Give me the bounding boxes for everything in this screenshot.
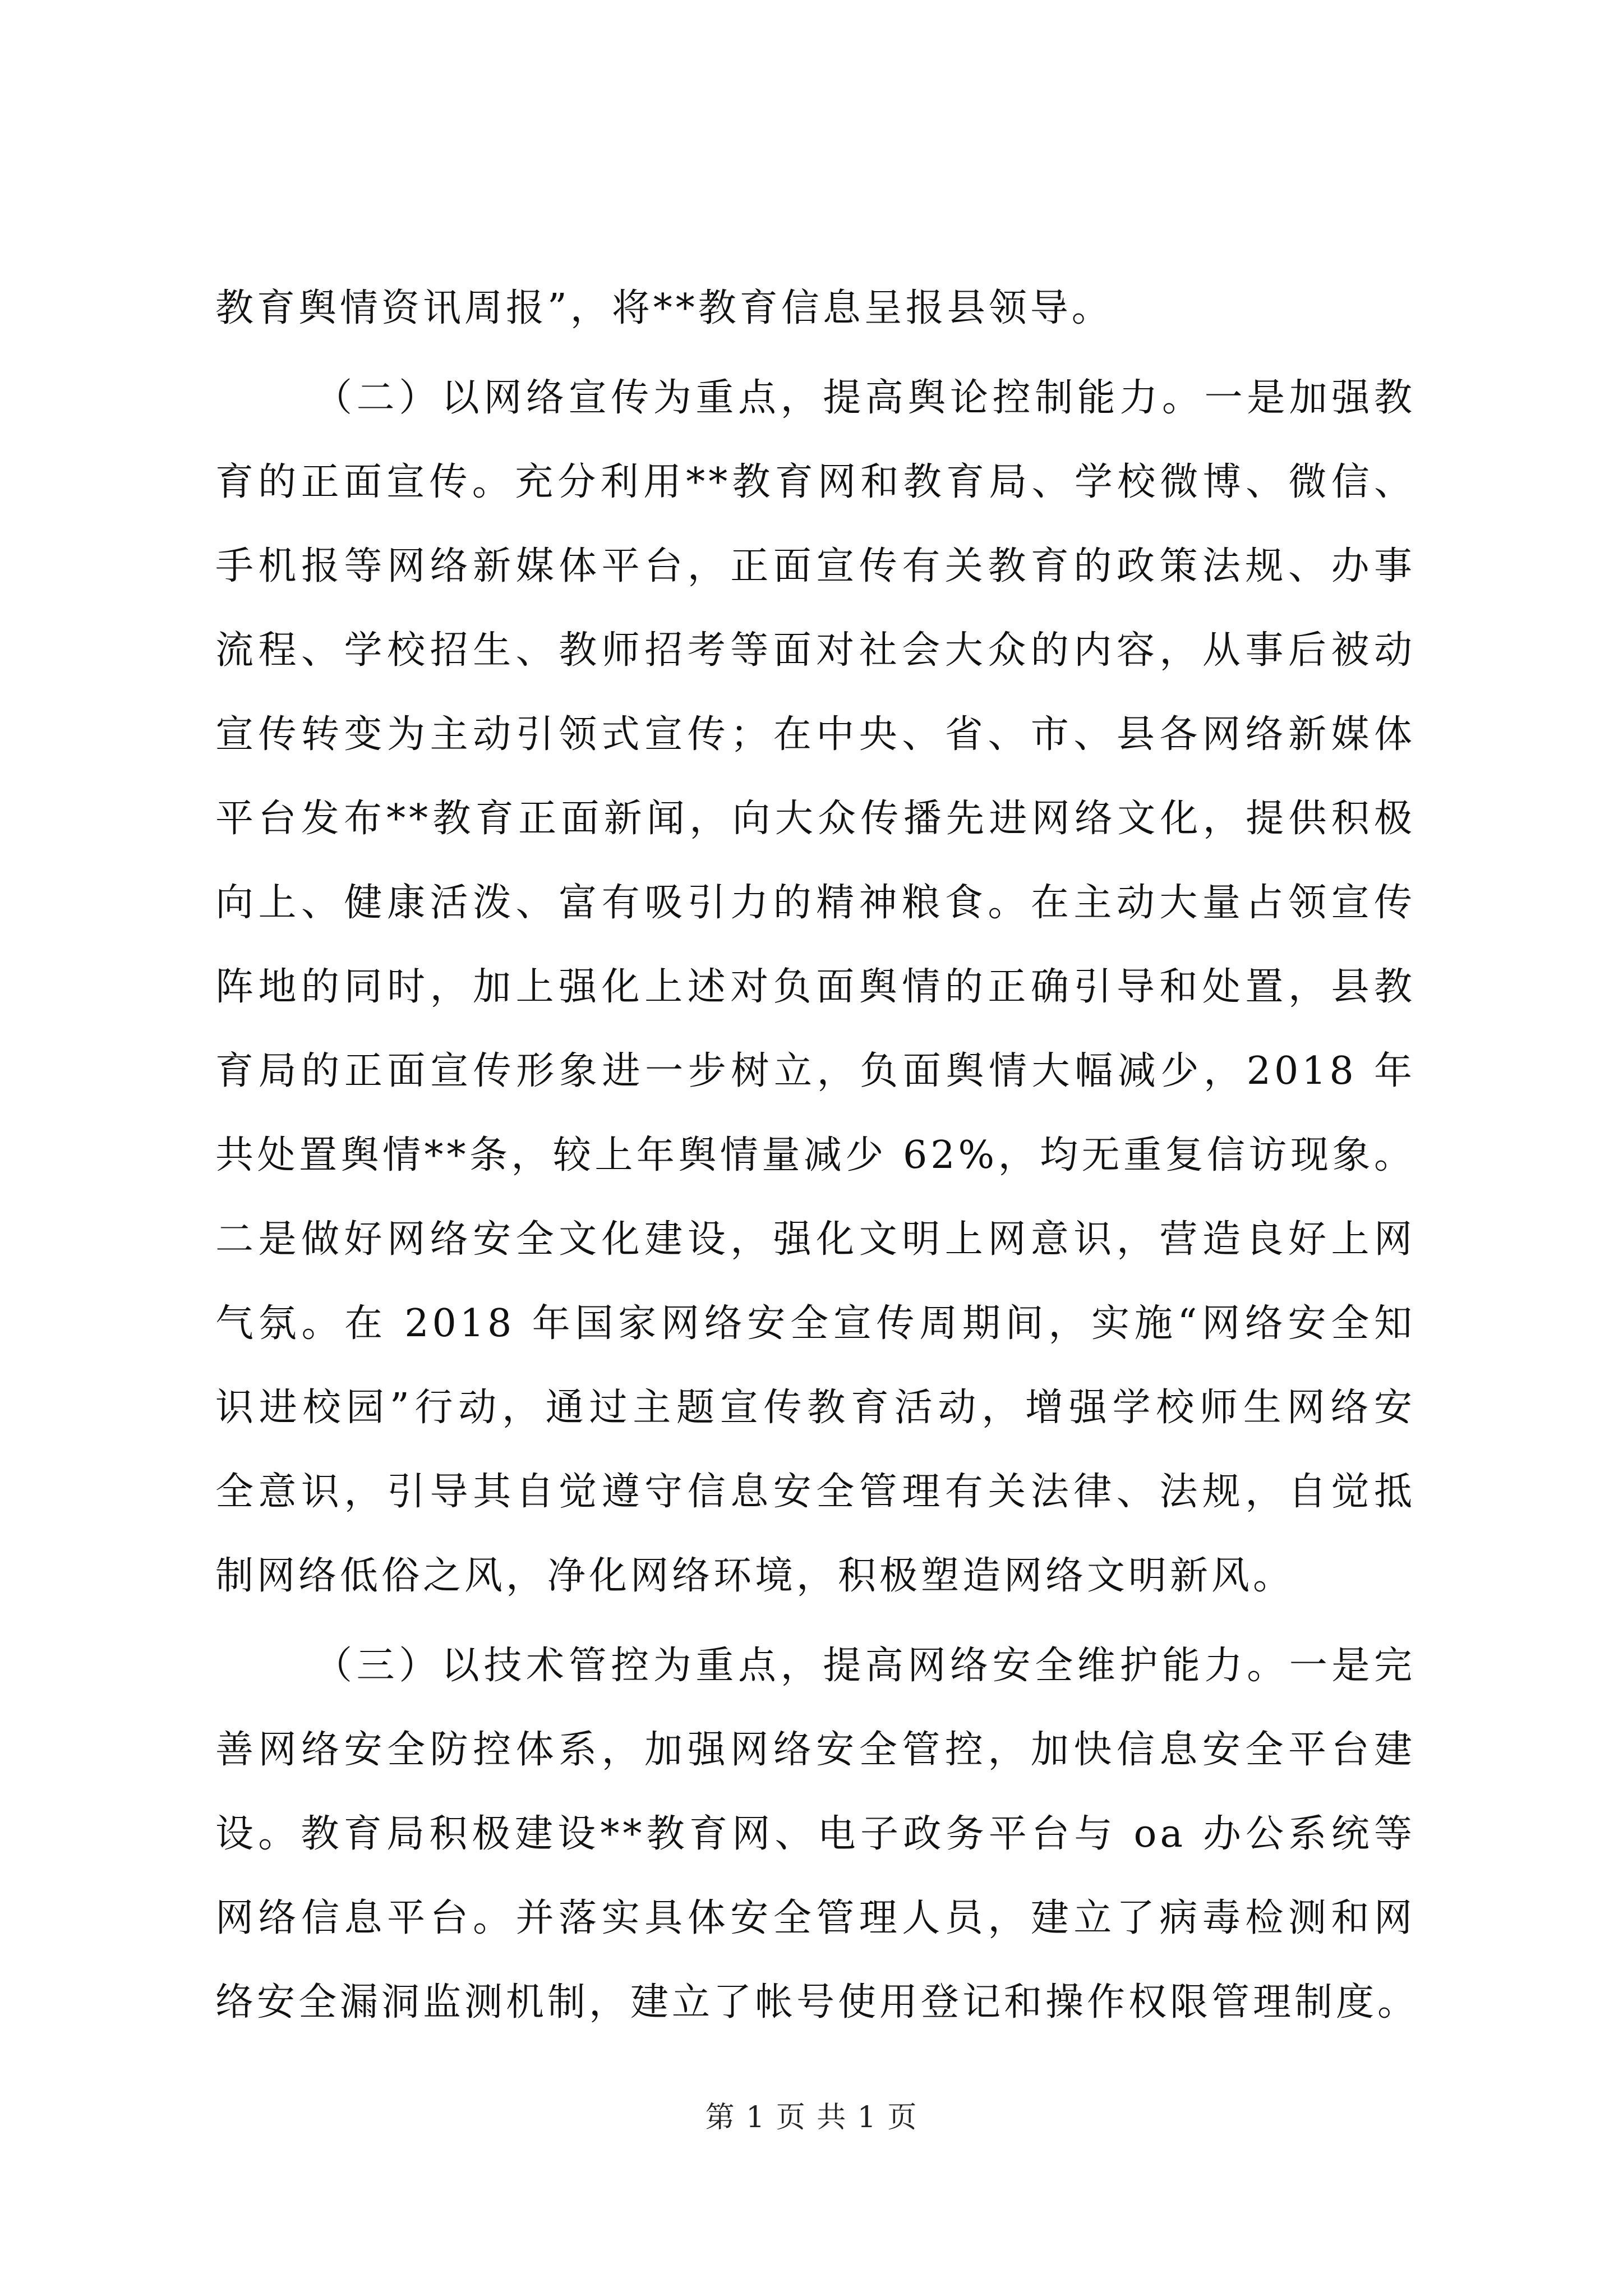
paragraph-line: （三）以技术管控为重点，提高网络安全维护能力。一是完: [314, 1644, 1415, 1688]
paragraph-line: 育的正面宣传。充分利用**教育网和教育局、学校微博、微信、: [215, 460, 1415, 504]
paragraph-line: 育局的正面宣传形象进一步树立，负面舆情大幅减少，2018 年: [215, 1049, 1415, 1093]
paragraph-line: 设。教育局积极建设**教育网、电子政务平台与 oa 办公系统等: [215, 1812, 1415, 1856]
paragraph-line: 教育舆情资讯周报”，将**教育信息呈报县领导。: [215, 286, 1113, 330]
paragraph-line: 气氛。在 2018 年国家网络安全宣传周期间，实施“网络安全知: [215, 1301, 1415, 1346]
paragraph-line: 宣传转变为主动引领式宣传；在中央、省、市、县各网络新媒体: [215, 712, 1415, 757]
page-number-footer: 第 1 页 共 1 页: [705, 2101, 918, 2134]
paragraph-line: 善网络安全防控体系，加强网络安全管控，加快信息安全平台建: [215, 1728, 1415, 1772]
paragraph-line: 向上、健康活泼、富有吸引力的精神粮食。在主动大量占领宣传: [215, 881, 1415, 925]
paragraph-line: 识进校园”行动，通过主题宣传教育活动，增强学校师生网络安: [215, 1386, 1415, 1430]
paragraph-line: 制网络低俗之风，净化网络环境，积极塑造网络文明新风。: [215, 1554, 1295, 1598]
paragraph-line: 二是做好网络安全文化建设，强化文明上网意识，营造良好上网: [215, 1217, 1415, 1262]
paragraph-line: （二）以网络宣传为重点，提高舆论控制能力。一是加强教: [314, 376, 1415, 420]
paragraph-line: 络安全漏洞监测机制，建立了帐号使用登记和操作权限管理制度。: [215, 1980, 1419, 2024]
paragraph-line: 流程、学校招生、教师招考等面对社会大众的内容，从事后被动: [215, 628, 1415, 673]
paragraph-line: 平台发布**教育正面新闻，向大众传播先进网络文化，提供积极: [215, 797, 1415, 841]
paragraph-line: 全意识，引导其自觉遵守信息安全管理有关法律、法规，自觉抵: [215, 1470, 1415, 1514]
paragraph-line: 共处置舆情**条，较上年舆情量减少 62%，均无重复信访现象。: [215, 1133, 1415, 1177]
paragraph-line: 网络信息平台。并落实具体安全管理人员，建立了病毒检测和网: [215, 1896, 1415, 1940]
paragraph-line: 阵地的同时，加上强化上述对负面舆情的正确引导和处置，县教: [215, 965, 1415, 1009]
paragraph-line: 手机报等网络新媒体平台，正面宣传有关教育的政策法规、办事: [215, 544, 1415, 588]
